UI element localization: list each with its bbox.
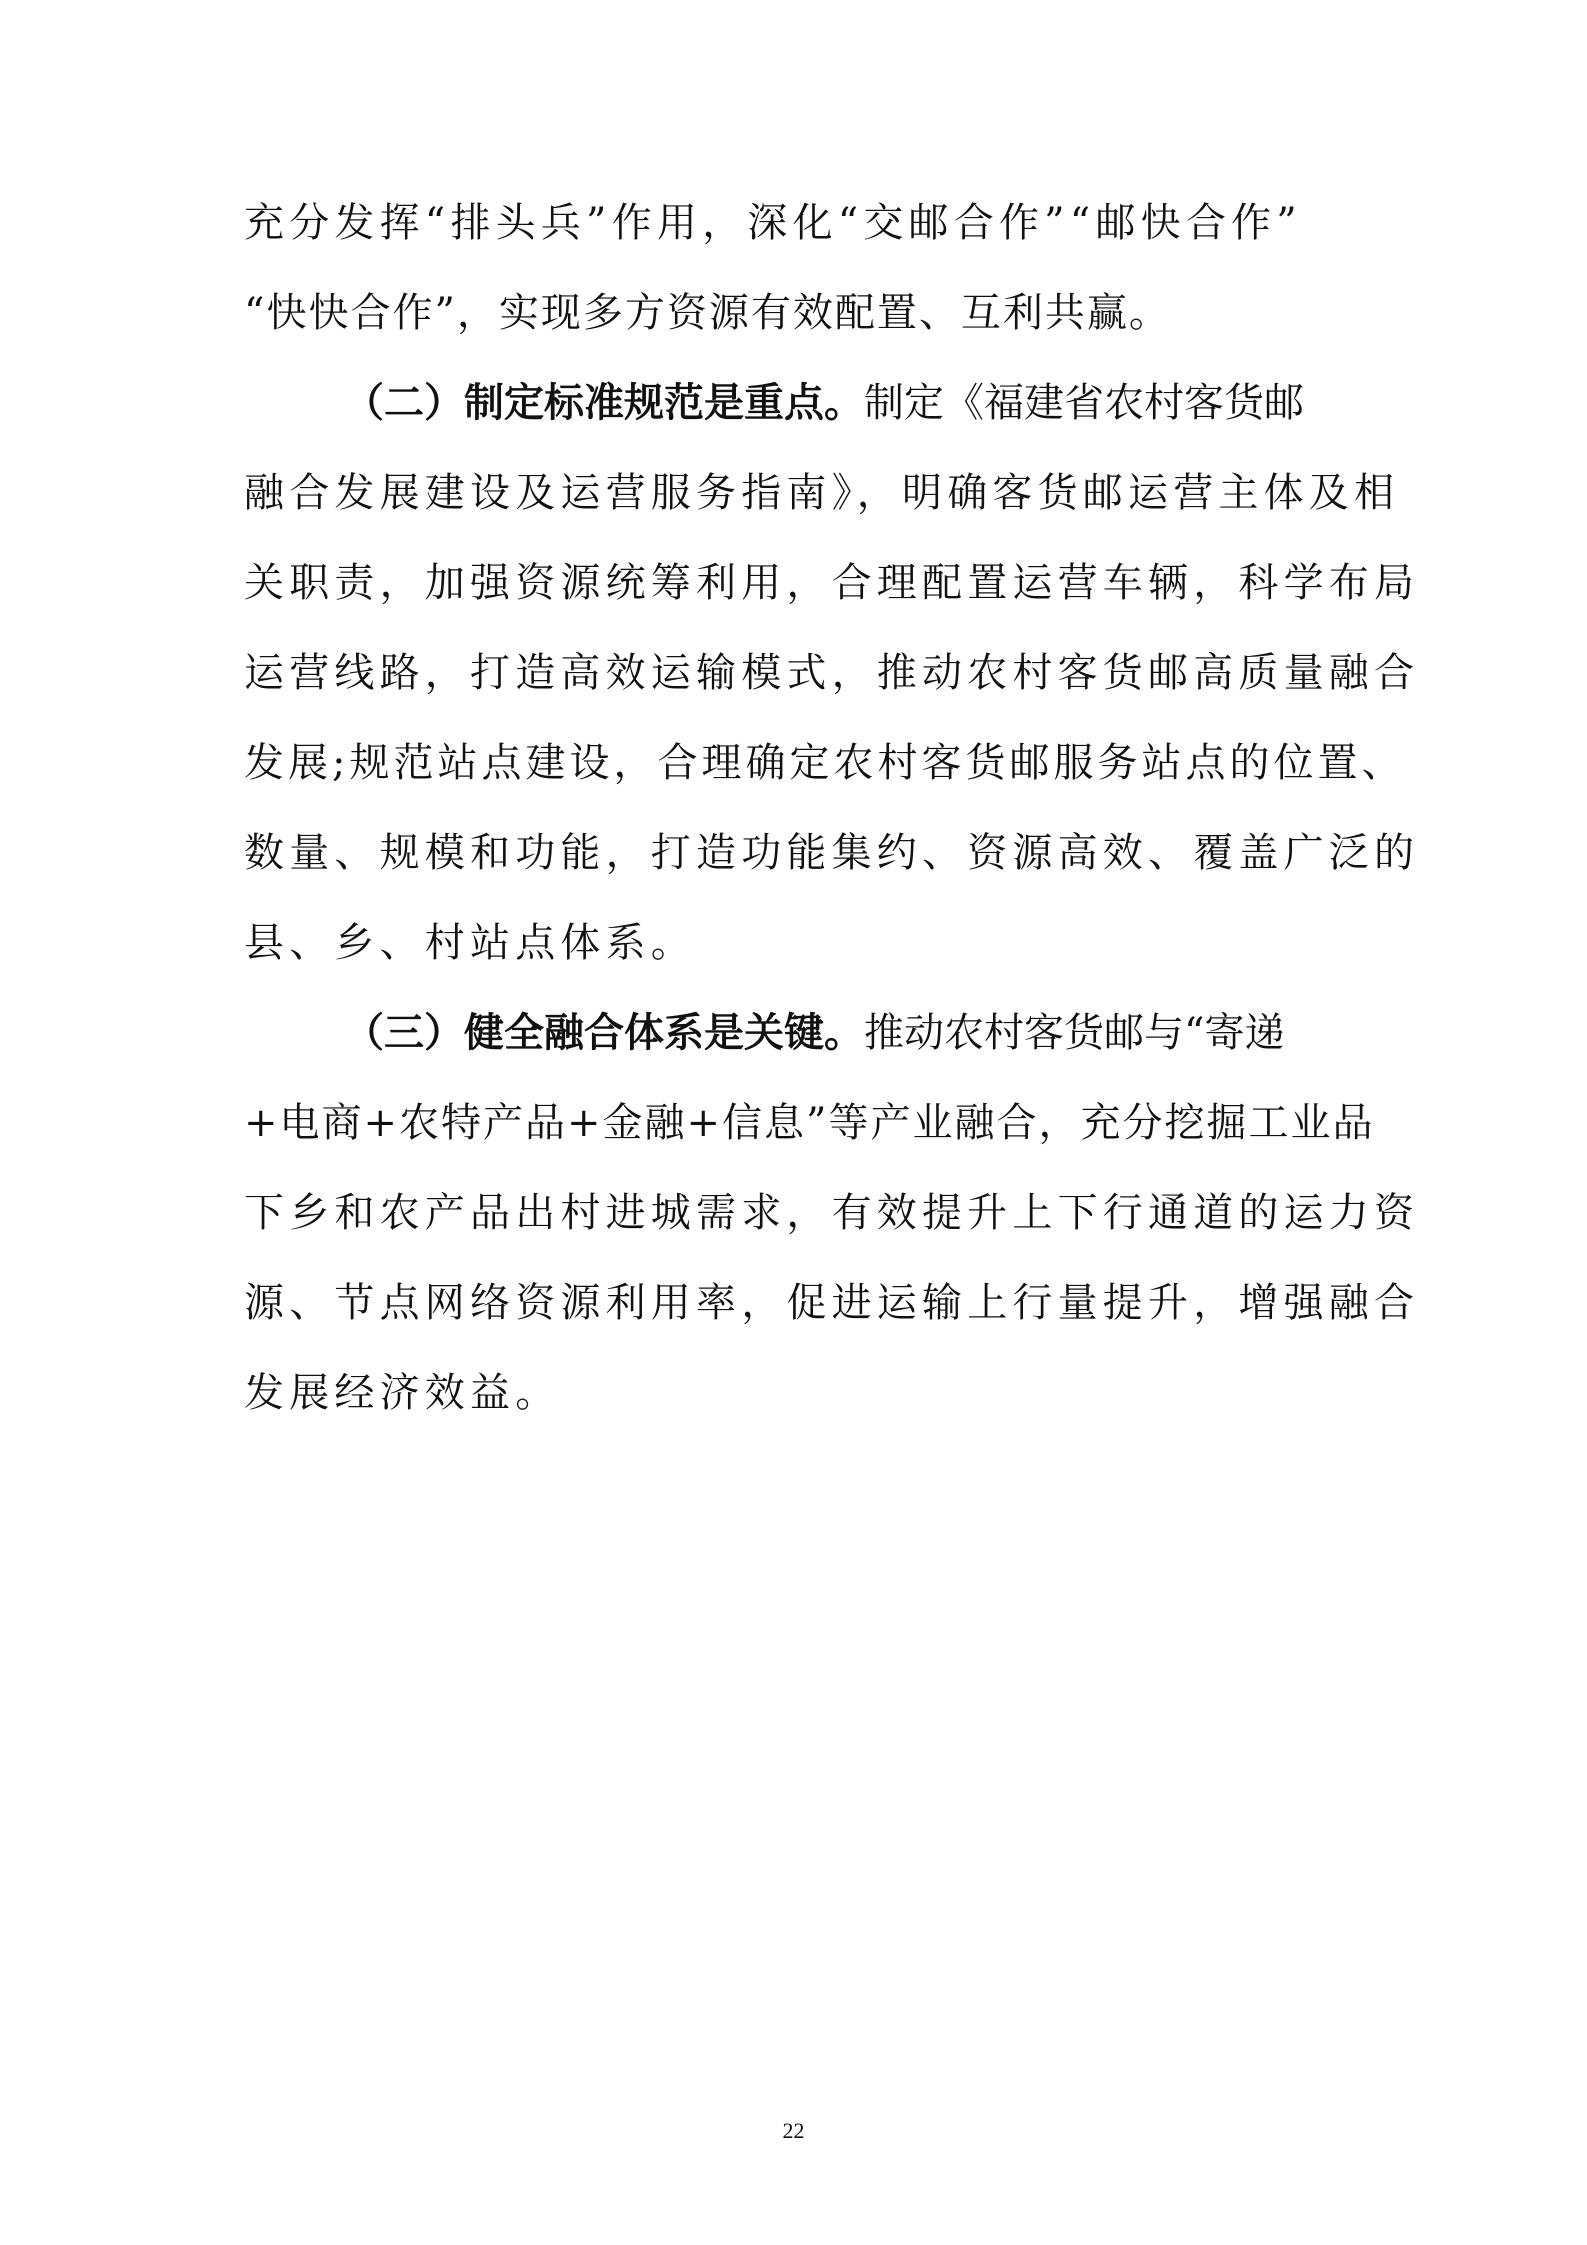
section-3-first-line — [244, 998, 1354, 1088]
section-2-first-line — [244, 368, 1354, 458]
text-line: 源、节点网络资源利用率，促进运输上行量提升，增强融合 — [244, 1280, 1420, 1326]
text-line: 发展经济效益。 — [244, 1370, 561, 1416]
text-line: 数量、规模和功能，打造功能集约、资源高效、覆盖广泛的 — [244, 830, 1420, 876]
text-line: 融合发展建设及运营服务指南》，明确客货邮运营主体及相 — [244, 470, 1400, 516]
text-line: 县、乡、村站点体系。 — [244, 920, 696, 966]
section-2-heading: （二）制定标准规范是重点。 — [344, 380, 864, 426]
section-3-text: 推动农村客货邮与“寄递 — [864, 1010, 1285, 1056]
page-number: 22 — [782, 2118, 805, 2143]
text-line: +电商+农特产品+金融+信息”等产业融合，充分挖掘工业品 — [244, 1100, 1375, 1146]
text-line: 充分发挥“排头兵”作用，深化“交邮合作”“邮快合作” — [244, 200, 1302, 246]
body-text — [244, 188, 1420, 1448]
text-line: 下乡和农产品出村进城需求，有效提升上下行通道的运力资 — [244, 1190, 1420, 1236]
text-line: “快快合作”，实现多方资源有效配置、互利共赢。 — [244, 290, 1171, 336]
text-line: 关职责，加强资源统筹利用，合理配置运营车辆，科学布局 — [244, 560, 1420, 606]
section-3-heading: （三）健全融合体系是关键。 — [344, 1010, 864, 1056]
section-2-text: 制定《福建省农村客货邮 — [864, 380, 1304, 426]
text-line: 发展;规范站点建设，合理确定农村客货邮服务站点的位置、 — [244, 740, 1406, 786]
text-line: 运营线路，打造高效运输模式，推动农村客货邮高质量融合 — [244, 650, 1420, 696]
